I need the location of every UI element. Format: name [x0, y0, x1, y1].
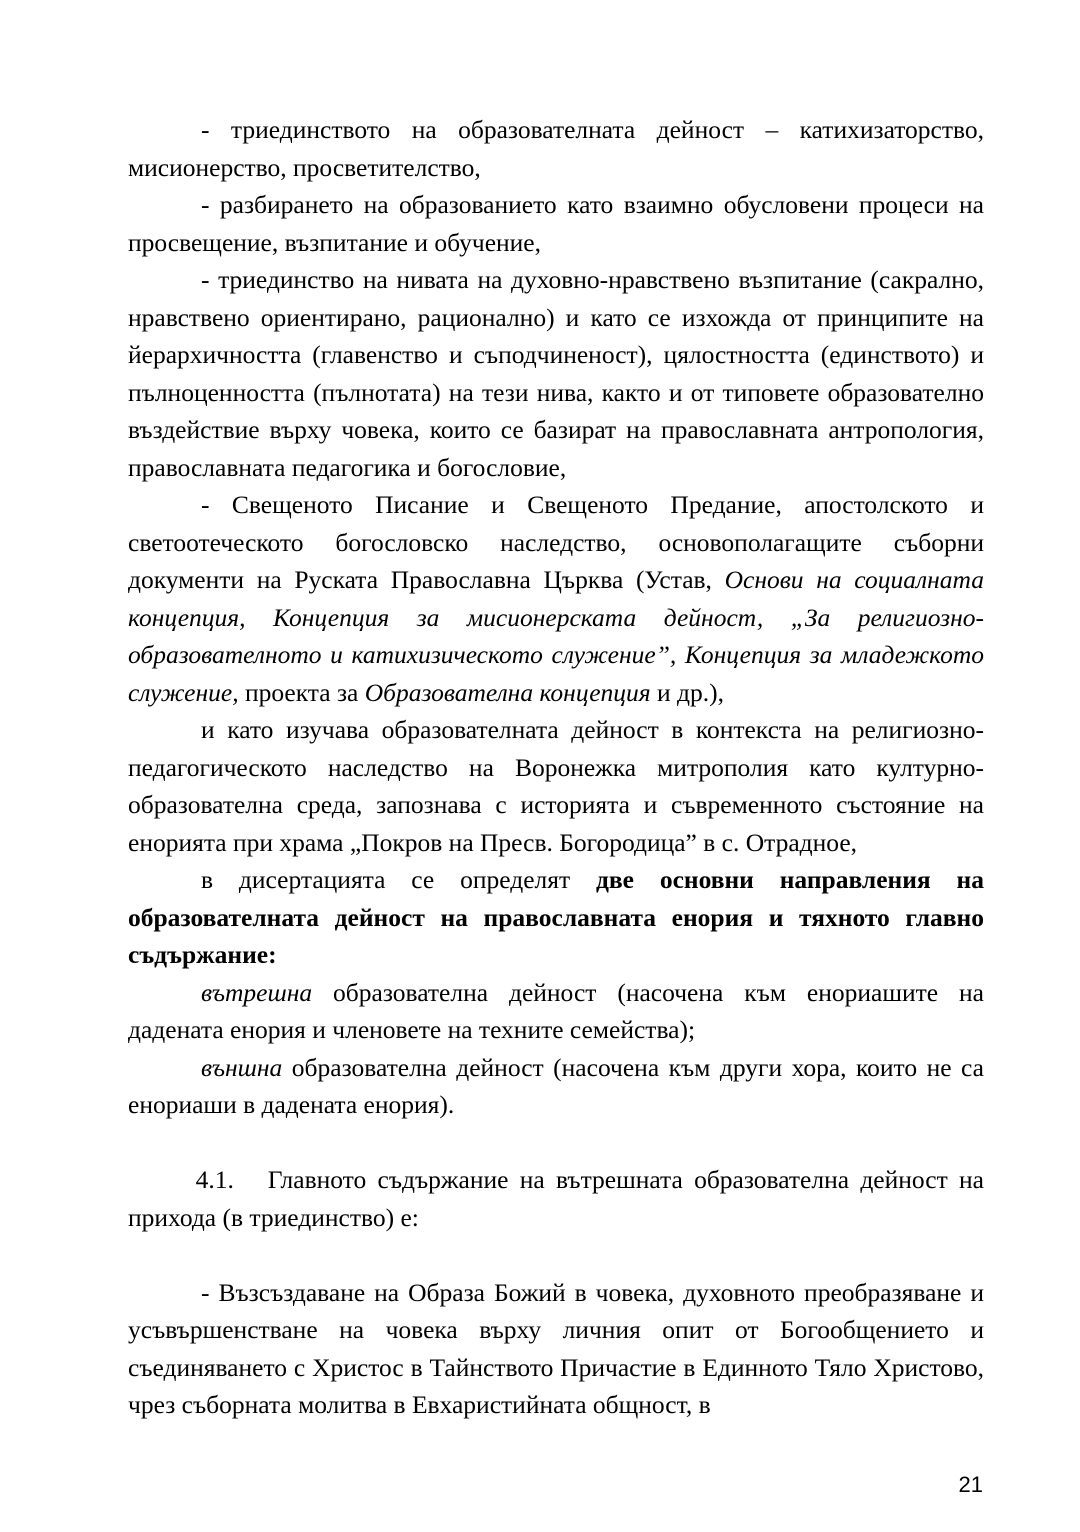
paragraph-5 — [128, 711, 984, 861]
paragraph-9 — [128, 1124, 991, 1274]
paragraph-text: 4.1. Главното съдържание на вътрешната образователна дейност на прихода (в триединство) е: — [128, 1165, 991, 1232]
paragraph-text: - триединството на образователната дейност – катихизаторство, мисионерство, просветителство, — [128, 115, 984, 182]
body-text — [128, 111, 991, 1424]
paragraph-text: - триединство на нивата на духовно-нравствено възпитание (сакрално, нравствено ориентирано, рационално) и като се изхожда от принципите на йерархичността (главенство и съподчиненост), цялостността (единството) и пълноценността (пълнотата) на тези нива, както и от типовете образователно въздействие върху човека, които се базират на православната антропология, православната педагогика и богословие, — [128, 265, 984, 482]
paragraph-2 — [128, 186, 984, 261]
paragraph-text: - разбирането на образованието като взаимно обусловени процеси на просвещение, възпитание и обучение, — [128, 190, 984, 257]
paragraph-6 — [128, 861, 984, 974]
paragraph-text: и като изучава образователната дейност в контекста на религиозно-педагогическото наследство на Воронежка митрополия като културно-образователна среда, запознава с историята и съвременното състояние на енорията при храма „Покров на Пресв. Богородица” в с. Отрадное, — [128, 715, 984, 857]
italic-title: Образователна концепция — [364, 677, 651, 707]
paragraph-text: образователна дейност (насочена към други хора, които не са енориаши в дадената енория). — [128, 1052, 984, 1119]
page-number: 21 — [958, 1472, 983, 1497]
paragraph-text: образователна дейност (насочена към енориашите на дадената енория и членовете на техните семейства); — [128, 977, 984, 1044]
paragraph-text: в дисертацията се определят — [201, 865, 596, 894]
paragraph-text: проекта за — [238, 677, 365, 707]
italic-title-list: Основи на социалната концепция, Концепция за мисионерската дейност, „За религиозно-образователното и катихизическото служение”, Концепция за младежкото служение, — [128, 565, 984, 707]
italic-term: външна — [201, 1052, 283, 1082]
paragraph-8 — [128, 1049, 984, 1124]
italic-term: вътрешна — [201, 977, 313, 1007]
paragraph-3 — [128, 261, 984, 486]
paragraph-text: и др.), — [650, 677, 724, 707]
paragraph-7 — [128, 974, 984, 1049]
paragraph-1 — [128, 111, 984, 186]
paragraph-text: - Възсъздаване на Образа Божий в човека, духовното преобразяване и усъвършенстване на човека върху личния опит от Богообщението и съединяването с Христос в Тайнството Причастие в Единното Тяло Христово, чрез съборната молитва в Евхаристийната общност, в — [128, 1277, 984, 1419]
paragraph-text: - Свещеното Писание и Свещеното Предание, апостолското и светоотеческото богословско наследство, основополагащите съборни документи на Руската Православна Църква (Устав, — [128, 490, 984, 594]
bold-statement: две основни направления на образователната дейност на православната енория и тяхното главно съдържание: — [128, 865, 985, 969]
paragraph-4 — [128, 486, 984, 711]
paragraph-10 — [128, 1274, 984, 1424]
